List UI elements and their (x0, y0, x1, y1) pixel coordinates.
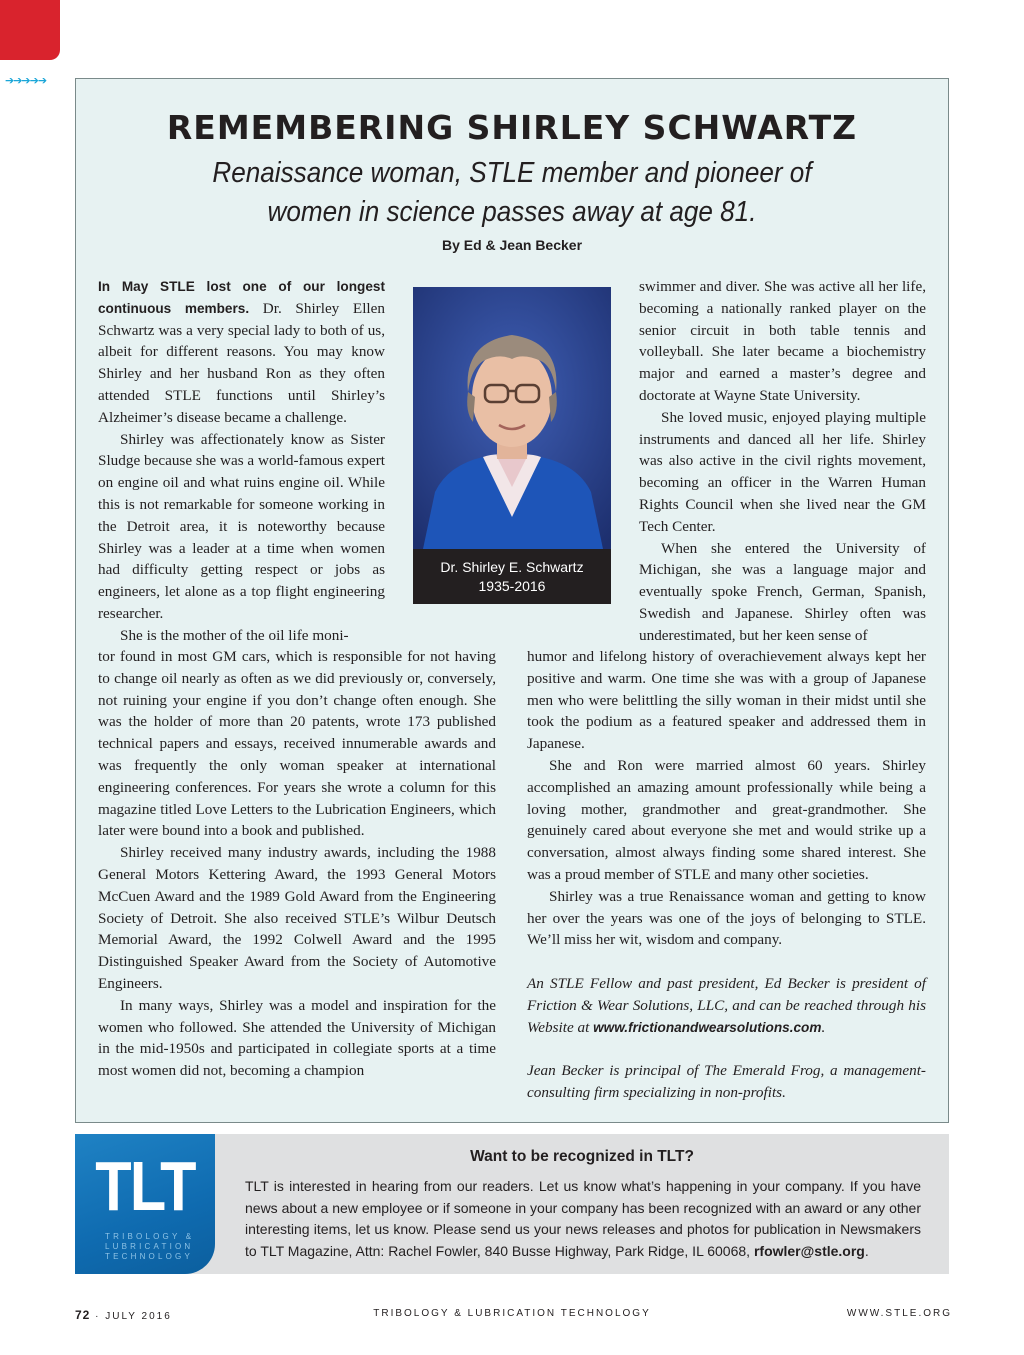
article-byline: By Ed & Jean Becker (441, 237, 583, 253)
column-right-upper (639, 276, 926, 647)
arrow-bullets-icon: ➔➔➔➔➔ (5, 74, 47, 87)
portrait-photo (413, 287, 611, 604)
paragraph-3-start: She is the mother of the oil life moni- (120, 626, 349, 644)
paragraph-9: Shirley was a true Renaissance woman and getting to know her over the years was one of the joys of belonging to STLE. We’ll miss her wit, wisdom and company. (527, 887, 926, 949)
paragraph-2: Shirley was affectionately know as Sister Sludge because she was a world-famous expert on engine oil and what ruins engine oil. While this is not remarkable for someone working in the Detroit area, it is noteworthy because Shirley was a leader at a time when women had difficulty getting respect or jobs as engineers, let alone as a top flight engineering researcher. (98, 430, 385, 622)
tlt-logo (75, 1134, 215, 1274)
paragraph-5-continued: swimmer and diver. She was active all her life, becoming a nationally ranked player on the senior circuit in both table tennis and volleyball. She later became a biochemistry major and earned a master’s degree and doctorate at Wayne State University. (639, 278, 926, 404)
promo-body: TLT is interested in hearing from our readers. Let us know what’s happening in your company. If you have news about a new employee or if someone in your company has been recognized with an award or any other interesting items, let us know. Please send us your news releases and photos for publication in Newsmakers to TLT Magazine, Attn: Rachel Fowler, 840 Busse Highway, Park Ridge, IL 60068, rfowler@stle.org. (245, 1178, 921, 1259)
page-number: 72 (75, 1308, 91, 1322)
caption-name: Dr. Shirley E. Schwartz (440, 559, 584, 575)
photo-caption (413, 558, 611, 596)
paragraph-6: She loved music, enjoyed playing multiple instruments and danced all her life. Shirley was also active in the civil rights movement, becoming an officer in the Warren Human Rights Council when she lived near the GM Tech Center. (639, 408, 926, 535)
tlt-logo-subtitle: TRIBOLOGY & LUBRICATION TECHNOLOGY (105, 1232, 195, 1261)
paragraph-5: In many ways, Shirley was a model and inspiration for the women who followed. She attended the University of Michigan in the mid-1950s and participated in collegiate sports at a time most women did not, becoming a champion (98, 996, 496, 1080)
portrait-illustration (413, 287, 611, 549)
footer-website: WWW.STLE.ORG (846, 1308, 952, 1319)
promo-email-link[interactable]: rfowler@stle.org (753, 1242, 865, 1259)
subtitle-line-1: Renaissance woman, STLE member and pioneer of (212, 157, 812, 189)
author-bio-jean: Jean Becker is principal of The Emerald Frog, a management-consulting firm specializing in non-profits. (527, 1062, 926, 1101)
paragraph-4: Shirley received many industry awards, including the 1988 General Motors Kettering Award, the 1993 General Motors McCuen Award and the 1989 Gold Award from the Engineering Society of Detroit. She also received STLE’s Wilbur Deutsch Memorial Award, the 1992 Colwell Award and the 1995 Distinguished Speaker Award from the Society of Automotive Engineers. (98, 844, 496, 992)
issue-date: JULY 2016 (105, 1311, 172, 1322)
article-headline: REMEMBERING SHIRLEY SCHWARTZ (166, 108, 858, 147)
author-bio-ed: An STLE Fellow and past president, Ed Becker is president of Friction & Wear Solutions, LLC, and can be reached through his Website at www.frictionandwearsolutions.com. (527, 974, 926, 1036)
column-right-lower (527, 646, 926, 1104)
promo-title: Want to be recognized in TLT? (470, 1148, 694, 1165)
lead-in: In May STLE lost one of our longest continuous members. (98, 279, 385, 316)
column-left-upper (98, 276, 385, 647)
paragraph-7-end: humor and lifelong history of overachievement always kept her positive and warm. One time she was with a group of Japanese men who were belittling the silly woman in their midst until she took the podium as a featured speaker and addressed them in Japanese. (527, 648, 926, 753)
paragraph-8: She and Ron were married almost 60 years. Shirley accomplished an amazing amount professionally while being a loving mother, grandmother and great-grandmother. She genuinely cared about everyone she met and would strike up a conversation, almost always finding some shared interest. She was a proud member of STLE and many other societies. (527, 756, 926, 883)
tlt-logo-letters: TLT (95, 1147, 195, 1225)
tlt-promo-banner (75, 1134, 949, 1274)
paragraph-7-start: When she entered the University of Michigan, she was a language major and eventually spoke French, German, Spanish, Swedish and Japanese. Shirley often was underestimated, but her keen sense of (639, 539, 926, 644)
corner-color-tab (0, 0, 60, 60)
paragraph-1: In May STLE lost one of our longest continuous members. Dr. Shirley Ellen Schwartz was a very special lady to both of us, albeit for different reasons. You may know Shirley and her husband Ron as they often attended STLE functions until Shirley’s Alzheimer’s disease became a challenge. (98, 279, 385, 426)
footer-page-info: 72 · JULY 2016 (75, 1308, 172, 1322)
column-left-lower (98, 646, 496, 1082)
author-website-link[interactable]: www.frictionandwearsolutions.com (593, 1019, 822, 1035)
article-subtitle (51, 154, 973, 232)
paragraph-3-end: tor found in most GM cars, which is responsible for not having to change oil nearly as often as we did previously or, conversely, not ruining your engine if you don’t change often enough. She was the holder of more than 20 patents, wrote 173 published technical papers and essays, received innumerable awards and was frequently the only woman speaker at international engineering conferences. For years she wrote a column for this magazine titled Love Letters to the Lubrication Engineers, which later were bound into a book and published. (98, 648, 496, 840)
footer-magazine-name: TRIBOLOGY & LUBRICATION TECHNOLOGY (373, 1308, 651, 1319)
caption-years: 1935-2016 (478, 578, 546, 594)
subtitle-line-2: women in science passes away at age 81. (267, 196, 757, 228)
